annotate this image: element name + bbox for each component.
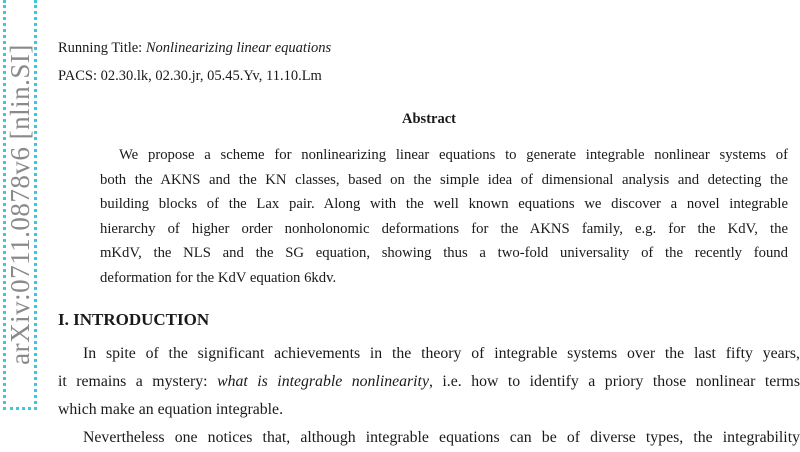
abstract-body [100,143,788,290]
body-text-segment: it remains a mystery: [58,373,218,390]
running-title-label: Running Title: [58,40,143,56]
abstract-line: deformation for the KdV equation 6kdv. [100,269,337,286]
section-heading: I. INTRODUCTION [58,310,210,329]
body-text-segment: , i.e. how to identify a priory those nonlinear terms [428,373,800,390]
emphasized-text: what is integrable nonlinearity [217,373,429,390]
abstract-line: We propose a scheme for nonlinearizing linear equations to generate integrable nonlinear systems of [119,147,788,163]
introduction-body [58,340,800,452]
arxiv-identifier: arXiv:0711.0878v6 [nlin.SI] [4,43,35,365]
body-line: Nevertheless one notices that, although integrable equations can be of diverse types, the integrability [83,429,800,446]
running-title [58,40,331,57]
abstract-line: hierarchy of higher order nonholonomic deformations for the AKNS family, e.g. for the KdV, the [100,220,788,237]
body-line: which make an equation integrable. [58,401,284,418]
abstract-line: both the AKNS and the KN classes, based on the simple idea of dimensional analysis and detecting the [100,171,788,188]
abstract-line: mKdV, the NLS and the SG equation, showing thus a two-fold universality of the recently found [100,245,788,261]
body-line [58,368,800,396]
pacs-codes: PACS: 02.30.lk, 02.30.jr, 05.45.Yv, 11.10.Lm [58,68,322,84]
body-line: In spite of the significant achievements in the theory of integrable systems over the last fifty years, [83,345,800,362]
running-title-value: Nonlinearizing linear equations [145,40,332,56]
abstract-heading: Abstract [402,111,456,127]
arxiv-stamp [5,4,35,404]
abstract-line: building blocks of the Lax pair. Along with the well known equations we discover a novel integrable [100,196,788,212]
